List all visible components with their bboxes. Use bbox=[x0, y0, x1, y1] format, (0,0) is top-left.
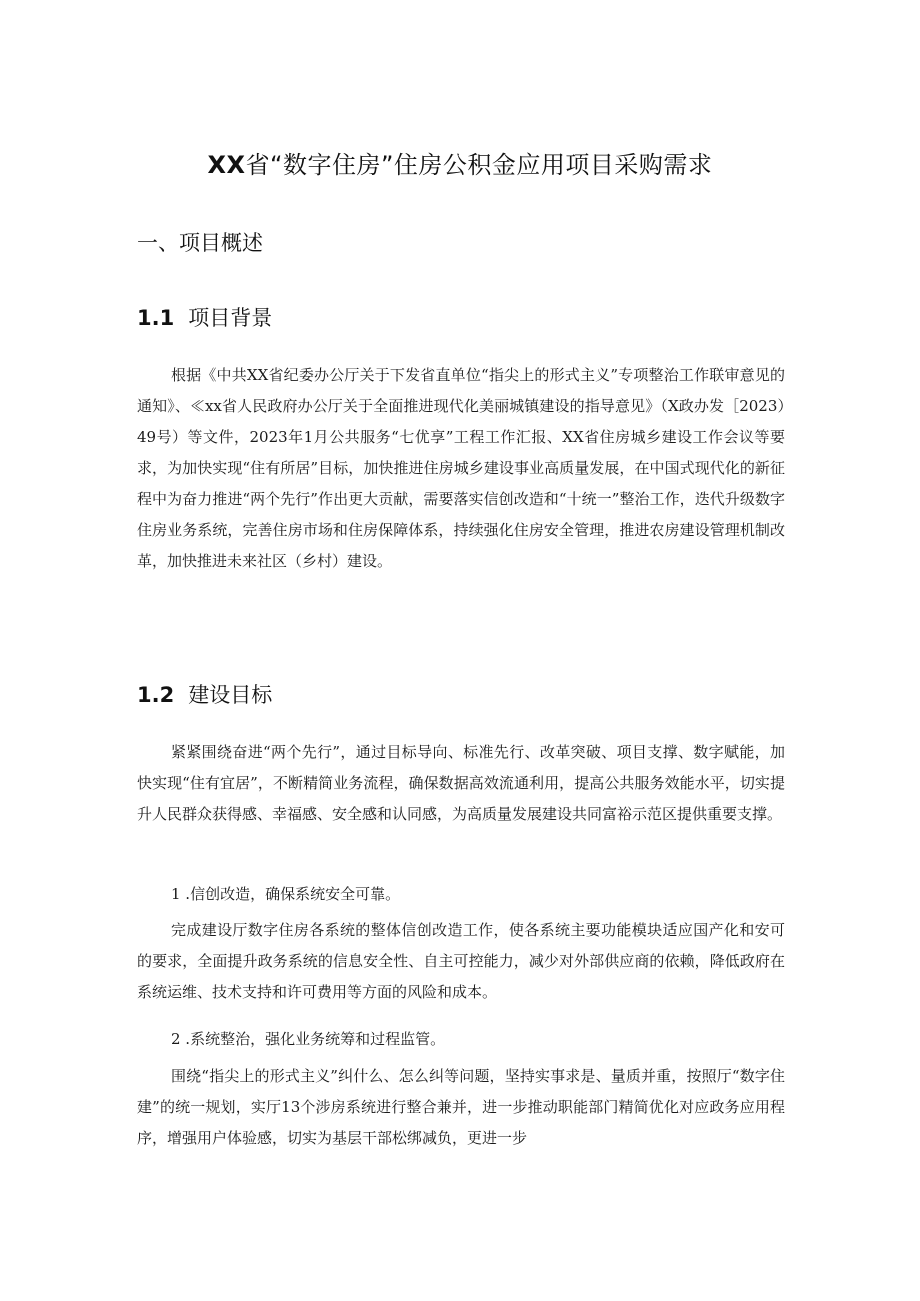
goal-item-1-text: 完成建设厅数字住房各系统的整体信创改造工作，使各系统主要功能模块适应国产化和安可的要求，全面提升政务系统的信息安全性、自主可控能力，减少对外部供应商的依赖，降低政府在系统运维、技术支持和许可费用等方面的风险和成本。 bbox=[137, 921, 785, 1001]
document-title-text: 省“数字住房”住房公积金应用项目采购需求 bbox=[245, 151, 713, 179]
goal-item-2-label: 2 .系统整治，强化业务统筹和过程监管。 bbox=[171, 1030, 446, 1048]
subsection-number: 1.1 bbox=[137, 306, 175, 330]
section-heading-overview: 一、项目概述 bbox=[137, 231, 263, 255]
subsection-title: 项目背景 bbox=[188, 306, 273, 330]
subsection-number: 1.2 bbox=[137, 683, 175, 707]
subsection-heading-background bbox=[137, 303, 272, 333]
goal-item-2-text: 围绕“指尖上的形式主义”纠什么、怎么纠等问题，坚持实事求是、量质并重，按照厅“数字住建”的统一规划，实厅13个涉房系统进行整合兼并，进一步推动职能部门精简优化对应政务应用程序，增强用户体验感，切实为基层干部松绑减负，更进一步 bbox=[137, 1067, 785, 1147]
document-title-prefix: XX bbox=[207, 151, 246, 179]
goals-paragraph: 紧紧围绕奋进“两个先行”，通过目标导向、标准先行、改革突破、项目支撑、数字赋能，加快实现“住有宜居”，不断精简业务流程，确保数据高效流通利用，提高公共服务效能水平，切实提升人民群众获得感、幸福感、安全感和认同感，为高质量发展建设共同富裕示范区提供重要支撑。 bbox=[137, 743, 785, 823]
goal-item-1-label: 1 .信创改造，确保系统安全可靠。 bbox=[171, 885, 401, 903]
document-title bbox=[0, 149, 920, 181]
background-paragraph: 根据《中共XX省纪委办公厅关于下发省直单位“指尖上的形式主义”专项整治工作联审意见的通知》、≪xx省人民政府办公厅关于全面推进现代化美丽城镇建设的指导意见》（X政办发［2023）49号）等文件，2023年1月公共服务“七优享”工程工作汇报、XX省住房城乡建设工作会议等要求，为加快实现“住有所居”目标，加快推进住房城乡建设事业高质量发展，在中国式现代化的新征程中为奋力推进“两个先行”作出更大贡献，需要落实信创改造和“十统一”整治工作，迭代升级数字住房业务系统，完善住房市场和住房保障体系，持续强化住房安全管理，推进农房建设管理机制改革，加快推进未来社区（乡村）建设。 bbox=[137, 366, 785, 570]
subsection-heading-goals bbox=[137, 680, 272, 710]
subsection-title: 建设目标 bbox=[188, 683, 273, 707]
